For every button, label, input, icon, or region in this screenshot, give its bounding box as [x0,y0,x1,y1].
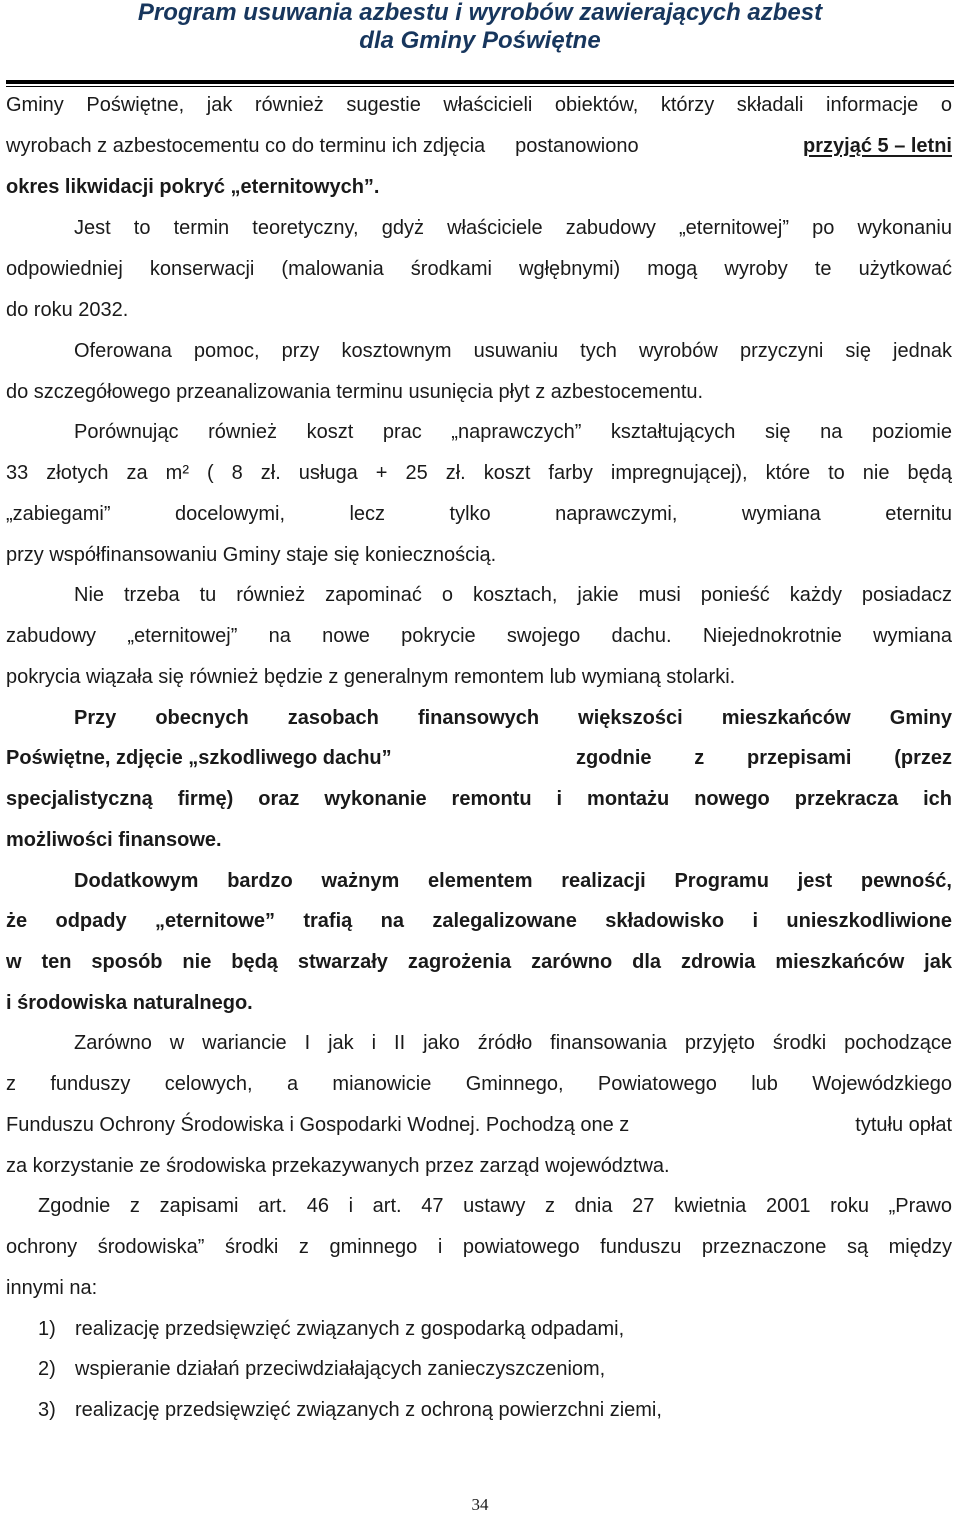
para6-line4: możliwości finansowe. [6,829,222,851]
para5-line3: pokrycia wiązała się również będzie z generalnym remontem lub wymianą stolarki. [6,666,736,688]
para5-line2: zabudowy „eternitowej” na nowe pokrycie swojego dachu. Niejednokrotnie wymiana [6,625,952,647]
list-item-1-number: 1) [38,1318,56,1340]
para8-line3-b: tytułu opłat [855,1114,952,1136]
para1-line2-a: wyrobach z azbestocementu co do terminu ich zdjęcia [6,135,486,157]
para4-line4: przy współfinansowaniu Gminy staje się koniecznością. [6,544,497,566]
para6-line2 [6,744,952,772]
para9-line1: Zgodnie z zapisami art. 46 i art. 47 ustawy z dnia 27 kwietnia 2001 roku „Prawo [38,1195,952,1217]
header-title-line1: Program usuwania azbestu i wyrobów zawierających azbest [137,0,823,26]
para9-line2: ochrony środowiska” środki z gminnego i powiatowego funduszu przeznaczone są między [6,1236,952,1258]
para7-line3: w ten sposób nie będą stwarzały zagrożenia zarówno dla zdrowia mieszkańców jak [6,951,952,973]
list-item-1-text: realizację przedsięwzięć związanych z gospodarką odpadami, [75,1318,625,1340]
header-title-line2: dla Gminy Poświętne [359,27,601,54]
para8-line1: Zarówno w wariancie I jak i II jako źródło finansowania przyjęto środki pochodzące [74,1032,952,1054]
para4-line3: „zabiegami” docelowymi, lecz tylko naprawczymi, wymiana eternitu [6,503,952,525]
para3-line2: do szczegółowego przeanalizowania terminu usunięcia płyt z azbestocementu. [6,381,704,403]
list-item-2-number: 2) [38,1358,56,1380]
list-item-3-number: 3) [38,1399,56,1421]
para8-line3 [6,1111,952,1139]
para7-line4: i środowiska naturalnego. [6,992,253,1014]
para6-line2-b: zgodnie z przepisami (przez [576,747,952,769]
para4-line2: 33 złotych za m² ( 8 zł. usługa + 25 zł. koszt farby impregnującej), które to nie będą [6,462,952,484]
para8-line2: z funduszy celowych, a mianowicie Gminnego, Powiatowego lub Wojewódzkiego [6,1073,952,1095]
list-item-2-text: wspieranie działań przeciwdziałających zanieczyszczeniom, [75,1358,606,1380]
para4-line1: Porównując również koszt prac „naprawczych” kształtujących się na poziomie [74,421,952,443]
para5-line1: Nie trzeba tu również zapominać o kosztach, jakie musi ponieść każdy posiadacz [74,584,952,606]
para6-line3: specjalistyczną firmę) oraz wykonanie remontu i montażu nowego przekracza ich [6,788,952,810]
para2-line3: do roku 2032. [6,299,129,321]
para7-line2: że odpady „eternitowe” trafią na zalegalizowane składowisko i unieszkodliwione [6,910,952,932]
page-number: 34 [471,1495,489,1514]
para8-line4: za korzystanie ze środowiska przekazywanych przez zarząd województwa. [6,1155,670,1177]
list-item-3-text: realizację przedsięwzięć związanych z ochroną powierzchni ziemi, [75,1399,662,1421]
para1-line1: Gminy Poświętne, jak również sugestie właścicieli obiektów, którzy składali informacje o [6,94,952,116]
para1-line2 [6,132,952,160]
para2-line2: odpowiedniej konserwacji (malowania środkami wgłębnymi) mogą wyroby te użytkować [6,258,952,280]
para6-line2-a: Poświętne, zdjęcie „szkodliwego dachu” [6,747,392,769]
para2-line1: Jest to termin teoretyczny, gdyż właściciele zabudowy „eternitowej” po wykonaniu [74,217,952,239]
para6-line1: Przy obecnych zasobach finansowych większości mieszkańców Gminy [74,707,952,729]
para1-line2-b: postanowiono [515,135,639,157]
para7-line1: Dodatkowym bardzo ważnym elementem realizacji Programu jest pewność, [74,870,952,892]
para1-line2-c: przyjąć 5 – letni [803,135,952,157]
para3-line1: Oferowana pomoc, przy kosztownym usuwaniu tych wyrobów przyczyni się jednak [74,340,952,362]
para9-line3: innymi na: [6,1277,98,1299]
para8-line3-a: Funduszu Ochrony Środowiska i Gospodarki Wodnej. Pochodzą one z [6,1114,630,1136]
header-rule-thick [6,80,954,84]
para1-line3: okres likwidacji pokryć „eternitowych”. [6,176,380,198]
header-rule-thin [6,86,954,87]
